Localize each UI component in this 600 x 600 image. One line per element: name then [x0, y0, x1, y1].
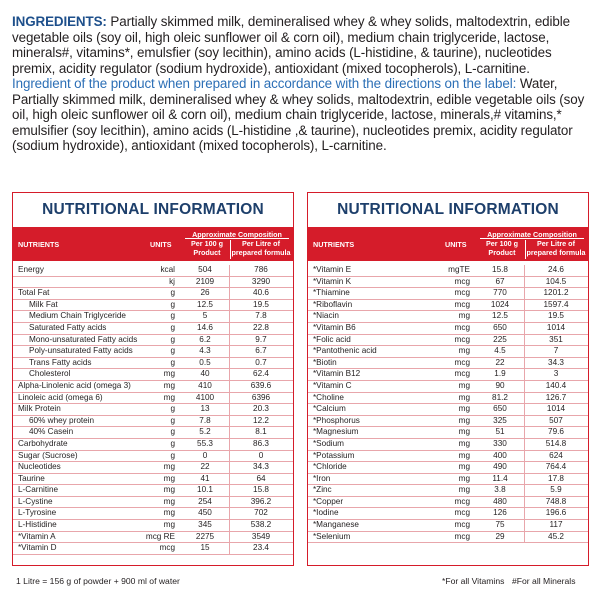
- nutrient-name: Trans Fatty acids: [29, 357, 92, 367]
- value-per-100g: 504: [198, 265, 212, 274]
- nutrient-unit: mg: [163, 473, 175, 483]
- reconstitution-note: 1 Litre = 156 g of powder + 900 ml of water: [16, 576, 180, 586]
- table-row: [308, 300, 588, 312]
- value-per-litre: 15.8: [253, 485, 269, 495]
- nutrient-unit: g: [170, 438, 175, 448]
- nutrient-name: *Iodine: [313, 508, 339, 518]
- nutrient-unit: g: [170, 427, 175, 437]
- value-per-litre: 3549: [251, 531, 271, 541]
- value-per-100g: 41: [200, 473, 210, 483]
- value-per-100g: 12.5: [492, 311, 508, 321]
- value-per-100g: 55.3: [197, 438, 213, 448]
- table-row: [308, 358, 588, 370]
- value-per-litre: 40.6: [253, 288, 269, 298]
- nutrient-name: *Thiamine: [313, 288, 350, 298]
- table-row: [308, 520, 588, 532]
- value-per-litre: 19.5: [253, 299, 269, 309]
- value-per-litre: 140.4: [545, 380, 567, 390]
- nutrient-unit: mcg: [454, 496, 470, 506]
- table-row: [13, 485, 293, 497]
- value-per-litre: 514.8: [545, 438, 567, 448]
- nutrient-name: *Manganese: [313, 520, 359, 530]
- nutrient-unit: mg: [458, 392, 470, 402]
- value-per-litre: 117: [549, 520, 563, 530]
- value-per-100g: 15.8: [492, 265, 508, 274]
- value-per-100g: 480: [493, 496, 507, 506]
- table-row: [13, 300, 293, 312]
- value-per-100g: 29: [495, 531, 505, 541]
- nutrient-unit: mg: [163, 462, 175, 472]
- header-nutrients: NUTRIENTS: [18, 240, 60, 249]
- value-per-litre: 8.1: [255, 427, 267, 437]
- table-row: [308, 404, 588, 416]
- nutrient-name: *Vitamin K: [313, 276, 352, 286]
- value-per-litre: 19.5: [548, 311, 564, 321]
- nutrient-unit: mgTE: [448, 265, 470, 274]
- value-per-litre: 62.4: [253, 369, 269, 379]
- value-per-100g: 225: [493, 334, 507, 344]
- header-approx: Approximate Composition: [192, 230, 282, 239]
- nutrient-unit: mcg: [454, 334, 470, 344]
- value-per-litre: 6.7: [255, 346, 267, 356]
- value-per-litre: 7: [553, 346, 559, 356]
- nutrient-unit: g: [170, 334, 175, 344]
- nutrient-unit: mcg: [454, 369, 470, 379]
- nutrient-name: Total Fat: [18, 288, 50, 298]
- table-row: [308, 497, 588, 509]
- value-per-litre: 20.3: [253, 404, 269, 414]
- table-row: [308, 288, 588, 300]
- nutrient-name: *Sodium: [313, 438, 344, 448]
- nutrient-name: *Biotin: [313, 357, 337, 367]
- value-per-100g: 0.5: [199, 357, 211, 367]
- value-per-litre: 0.7: [255, 357, 267, 367]
- nutrient-name: *Vitamin D: [18, 543, 57, 553]
- table-row: [308, 277, 588, 289]
- nutrient-name: Alpha-Linolenic acid (omega 3): [18, 380, 131, 390]
- header-per100: Per 100 g Product: [486, 239, 518, 257]
- table-body: [13, 261, 293, 555]
- value-per-100g: 7.8: [199, 415, 211, 425]
- header-units: UNITS: [150, 240, 172, 249]
- nutrient-name: Cholesterol: [29, 369, 71, 379]
- header-perlitre: Per Litre of prepared formula: [526, 239, 586, 257]
- value-per-litre: 22.8: [253, 322, 269, 332]
- table-row: [13, 532, 293, 544]
- value-per-litre: 624: [549, 450, 563, 460]
- table-row: [13, 393, 293, 405]
- table-row: [308, 532, 588, 544]
- value-per-100g: 5: [202, 311, 208, 321]
- table-row: [308, 451, 588, 463]
- table-row: [308, 346, 588, 358]
- value-per-litre: 34.3: [548, 357, 564, 367]
- value-per-litre: 1014: [546, 322, 566, 332]
- table-row: [308, 311, 588, 323]
- nutrient-name: L-Cystine: [18, 496, 53, 506]
- table-row: [13, 520, 293, 532]
- nutrient-unit: mcg: [454, 299, 470, 309]
- prepared-heading: Ingredient of the product when prepared in accordance with the directions on the label:: [12, 76, 517, 91]
- nutrient-name: *Vitamin C: [313, 380, 352, 390]
- nutrient-unit: mcg: [454, 531, 470, 541]
- value-per-litre: 3290: [251, 276, 271, 286]
- value-per-100g: 4.5: [494, 346, 506, 356]
- value-per-litre: 79.6: [548, 427, 564, 437]
- value-per-100g: 770: [493, 288, 507, 298]
- nutrient-unit: kj: [169, 276, 175, 286]
- nutrient-unit: g: [170, 404, 175, 414]
- nutrient-name: Mono-unsaturated Fatty acids: [29, 334, 138, 344]
- nutrient-name: *Phosphorus: [313, 415, 360, 425]
- ingredients-text: Partially skimmed milk, demineralised whey & whey solids, maltodextrin, edible vegetable oils (soy oil, high oleic sunflower oil & corn oil), medium chain triglyceride, lactose, minerals#, vitamins*, emulsfier (soy lecithin), amino acids (L-histidine, & taurine), nucleotides premix, acidity regulator (sodium hydroxide), antioxidant (mixed tocopherols), L-carnitine.: [12, 14, 570, 76]
- value-per-100g: 10.1: [197, 485, 213, 495]
- table-row: [13, 439, 293, 451]
- nutrient-unit: mcg: [454, 276, 470, 286]
- nutrient-name: Milk Fat: [29, 299, 58, 309]
- nutrient-unit: mcg: [454, 322, 470, 332]
- nutrient-name: L-Histidine: [18, 520, 57, 530]
- value-per-100g: 11.4: [492, 473, 508, 483]
- table-row: [308, 323, 588, 335]
- table-row: [13, 416, 293, 428]
- value-per-100g: 410: [198, 380, 212, 390]
- value-per-100g: 1024: [490, 299, 510, 309]
- nutrient-name: *Copper: [313, 496, 344, 506]
- value-per-100g: 26: [200, 288, 210, 298]
- value-per-100g: 650: [493, 322, 507, 332]
- table-row: [308, 439, 588, 451]
- value-per-100g: 254: [198, 496, 212, 506]
- table-row: [308, 485, 588, 497]
- nutrient-unit: g: [170, 346, 175, 356]
- value-per-100g: 650: [493, 404, 507, 414]
- nutrient-unit: kcal: [160, 265, 175, 274]
- value-per-litre: 0: [258, 450, 264, 460]
- value-per-litre: 12.2: [253, 415, 269, 425]
- value-per-100g: 22: [200, 462, 210, 472]
- value-per-100g: 450: [198, 508, 212, 518]
- value-per-100g: 81.2: [492, 392, 508, 402]
- nutrient-name: Carbohydrate: [18, 438, 68, 448]
- table-row: [13, 381, 293, 393]
- nutrient-unit: mg: [163, 520, 175, 530]
- table-row: [13, 311, 293, 323]
- value-per-litre: 34.3: [253, 462, 269, 472]
- nutrient-unit: g: [170, 288, 175, 298]
- value-per-100g: 22: [495, 357, 505, 367]
- nutrient-name: *Niacin: [313, 311, 339, 321]
- nutrient-name: *Magnesium: [313, 427, 359, 437]
- nutrient-name: *Vitamin B12: [313, 369, 361, 379]
- table-row: [13, 335, 293, 347]
- nutrient-unit: mg: [458, 427, 470, 437]
- value-per-100g: 14.6: [197, 322, 213, 332]
- value-per-100g: 2109: [195, 276, 215, 286]
- nutrient-unit: mg: [163, 508, 175, 518]
- value-per-100g: 3.8: [494, 485, 506, 495]
- value-per-litre: 104.5: [545, 276, 567, 286]
- value-per-100g: 4100: [195, 392, 215, 402]
- value-per-litre: 1201.2: [543, 288, 569, 298]
- value-per-litre: 764.4: [545, 462, 567, 472]
- value-per-litre: 5.9: [550, 485, 562, 495]
- value-per-litre: 9.7: [255, 334, 267, 344]
- value-per-litre: 7.8: [255, 311, 267, 321]
- nutrient-unit: g: [170, 322, 175, 332]
- nutrient-name: *Riboflavin: [313, 299, 353, 309]
- table-row: [308, 427, 588, 439]
- value-per-litre: 196.6: [545, 508, 567, 518]
- nutrient-name: 40% Casein: [29, 427, 74, 437]
- table-row: [308, 335, 588, 347]
- nutrient-unit: g: [170, 311, 175, 321]
- value-per-litre: 786: [254, 265, 268, 274]
- table-row: [13, 323, 293, 335]
- nutrient-name: *Potassium: [313, 450, 355, 460]
- nutrient-unit: mg: [458, 473, 470, 483]
- value-per-100g: 1.9: [494, 369, 506, 379]
- value-per-litre: 351: [549, 334, 563, 344]
- nutrient-unit: mg: [458, 311, 470, 321]
- nutrient-unit: mg: [163, 392, 175, 402]
- nutrient-unit: mg: [458, 415, 470, 425]
- value-per-litre: 6396: [251, 392, 271, 402]
- table-row: [13, 404, 293, 416]
- value-per-litre: 23.4: [253, 543, 269, 553]
- nutrition-panel-left: [12, 192, 294, 566]
- nutrient-unit: mg: [163, 496, 175, 506]
- nutrient-unit: mcg: [454, 357, 470, 367]
- value-per-100g: 126: [493, 508, 507, 518]
- value-per-100g: 13: [200, 404, 210, 414]
- table-row: [13, 358, 293, 370]
- nutrient-unit: mcg: [454, 520, 470, 530]
- value-per-litre: 748.8: [545, 496, 567, 506]
- nutrient-unit: mg: [163, 485, 175, 495]
- nutrient-name: *Calcium: [313, 404, 346, 414]
- value-per-litre: 17.8: [548, 473, 564, 483]
- nutrient-name: *Iron: [313, 473, 331, 483]
- nutrient-unit: mcg: [159, 543, 175, 553]
- ingredients-block: [12, 14, 592, 154]
- table-row: [308, 369, 588, 381]
- value-per-100g: 325: [493, 415, 507, 425]
- panel-title: NUTRITIONAL INFORMATION: [337, 201, 559, 218]
- table-row: [308, 393, 588, 405]
- table-row: [13, 346, 293, 358]
- nutrient-unit: mg: [458, 380, 470, 390]
- value-per-100g: 75: [495, 520, 505, 530]
- value-per-litre: 1597.4: [543, 299, 569, 309]
- header-per100: Per 100 g Product: [191, 239, 223, 257]
- nutrient-name: *Folic acid: [313, 334, 351, 344]
- nutrient-unit: mg: [458, 485, 470, 495]
- value-per-litre: 64: [256, 473, 266, 483]
- nutrient-name: 60% whey protein: [29, 415, 95, 425]
- table-row: [13, 543, 293, 555]
- nutrient-name: L-Carnitine: [18, 485, 59, 495]
- value-per-100g: 12.5: [197, 299, 213, 309]
- value-per-litre: 126.7: [545, 392, 567, 402]
- minerals-note: #For all Minerals: [512, 576, 576, 586]
- value-per-litre: 507: [549, 415, 563, 425]
- value-per-100g: 400: [493, 450, 507, 460]
- header-units: UNITS: [445, 240, 467, 249]
- nutrient-name: Poly-unsaturated Fatty acids: [29, 346, 133, 356]
- value-per-litre: 45.2: [548, 531, 564, 541]
- nutrient-name: L-Tyrosine: [18, 508, 57, 518]
- nutrient-name: Sugar (Sucrose): [18, 450, 78, 460]
- nutrient-name: *Vitamin E: [313, 265, 352, 274]
- value-per-100g: 40: [200, 369, 210, 379]
- nutrient-unit: mg: [163, 380, 175, 390]
- nutrient-name: Energy: [18, 265, 44, 274]
- table-row: [308, 265, 588, 277]
- nutrient-name: Medium Chain Triglyceride: [29, 311, 126, 321]
- value-per-100g: 4.3: [199, 346, 211, 356]
- value-per-100g: 345: [198, 520, 212, 530]
- value-per-litre: 396.2: [250, 496, 272, 506]
- nutrient-name: Milk Protein: [18, 404, 61, 414]
- value-per-litre: 702: [254, 508, 268, 518]
- table-row: [13, 462, 293, 474]
- ingredients-heading: INGREDIENTS:: [12, 14, 107, 29]
- header-perlitre: Per Litre of prepared formula: [231, 239, 291, 257]
- value-per-100g: 5.2: [199, 427, 211, 437]
- nutrient-name: *Pantothenic acid: [313, 346, 377, 356]
- value-per-100g: 0: [202, 450, 208, 460]
- nutrient-unit: mg: [458, 462, 470, 472]
- header-nutrients: NUTRIENTS: [313, 240, 355, 249]
- value-per-100g: 2275: [195, 531, 215, 541]
- table-row: [13, 474, 293, 486]
- table-row: [13, 265, 293, 277]
- table-row: [308, 474, 588, 486]
- value-per-100g: 90: [495, 380, 505, 390]
- table-row: [308, 381, 588, 393]
- table-row: [13, 451, 293, 463]
- vitamins-note: *For all Vitamins: [442, 576, 505, 586]
- nutrient-name: *Chloride: [313, 462, 347, 472]
- nutrient-name: Saturated Fatty acids: [29, 322, 107, 332]
- nutrient-name: *Selenium: [313, 531, 351, 541]
- prepared-text: Water, Partially skimmed milk, demineralised whey & whey solids, maltodextrin, edible vegetable oils (soy oil, high oleic sunflower oil & corn oil), medium chain triglyceride, lactose, minerals,# vitamins,* emulsifier (soy lecithin), amino acids (L-histidine ,& taurine), nucleotides premix, acidity regulator (sodium hydroxide), antioxidant (mixed tocopherols), L-carnitine.: [12, 76, 585, 153]
- table-row: [13, 508, 293, 520]
- nutrient-name: Nucleotides: [18, 462, 61, 472]
- nutrient-unit: mcg: [454, 508, 470, 518]
- table-row: [13, 497, 293, 509]
- value-per-100g: 6.2: [199, 334, 211, 344]
- header-approx: Approximate Composition: [487, 230, 577, 239]
- value-per-100g: 330: [493, 438, 507, 448]
- nutrient-unit: g: [170, 415, 175, 425]
- table-body: [308, 261, 588, 543]
- table-row: [13, 288, 293, 300]
- table-row: [308, 462, 588, 474]
- table-row: [13, 277, 293, 289]
- table-header: [13, 227, 293, 261]
- value-per-litre: 538.2: [250, 520, 272, 530]
- value-per-litre: 1014: [546, 404, 566, 414]
- panel-title: NUTRITIONAL INFORMATION: [42, 201, 264, 218]
- nutrient-unit: mcg RE: [145, 531, 175, 541]
- nutrient-unit: mcg: [454, 288, 470, 298]
- nutrient-name: Taurine: [18, 473, 45, 483]
- table-row: [308, 508, 588, 520]
- nutrient-unit: g: [170, 299, 175, 309]
- nutrient-name: Linoleic acid (omega 6): [18, 392, 103, 402]
- value-per-100g: 490: [493, 462, 507, 472]
- nutrient-name: *Choline: [313, 392, 344, 402]
- table-row: [13, 369, 293, 381]
- value-per-100g: 15: [200, 543, 210, 553]
- nutrition-panel-right: [307, 192, 589, 566]
- nutrient-unit: g: [170, 450, 175, 460]
- nutrient-unit: mg: [458, 404, 470, 414]
- value-per-litre: 3: [553, 369, 559, 379]
- value-per-litre: 86.3: [253, 438, 269, 448]
- table-row: [13, 427, 293, 439]
- nutrient-unit: mg: [458, 450, 470, 460]
- value-per-litre: 24.6: [548, 265, 564, 274]
- table-header: [308, 227, 588, 261]
- nutrient-unit: mg: [458, 438, 470, 448]
- value-per-litre: 639.6: [250, 380, 272, 390]
- nutrient-unit: g: [170, 357, 175, 367]
- nutrient-name: *Vitamin B6: [313, 322, 356, 332]
- nutrient-unit: mg: [458, 346, 470, 356]
- nutrient-name: *Vitamin A: [18, 531, 56, 541]
- value-per-100g: 51: [495, 427, 505, 437]
- nutrient-name: *Zinc: [313, 485, 332, 495]
- value-per-100g: 67: [495, 276, 505, 286]
- nutrient-unit: mg: [163, 369, 175, 379]
- table-row: [308, 416, 588, 428]
